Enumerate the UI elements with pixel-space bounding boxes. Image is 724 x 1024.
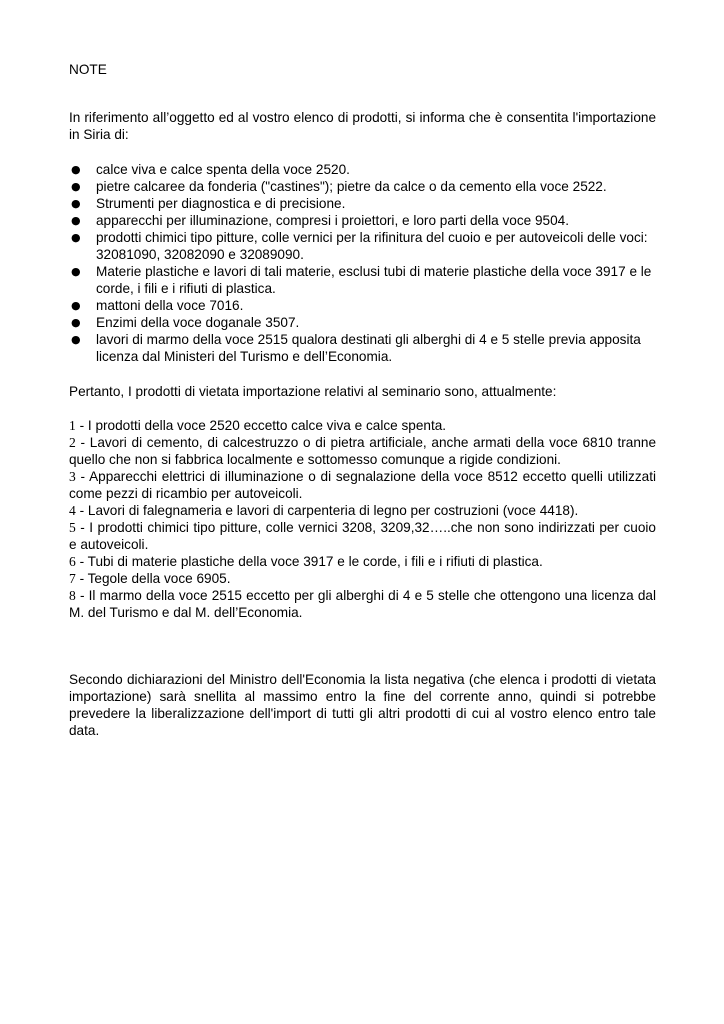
bullet-icon: ● xyxy=(71,299,81,312)
item-text: Lavori di falegnameria e lavori di carpenteria di legno per costruzioni (voce 4418). xyxy=(87,503,579,518)
item-number: 8 xyxy=(69,588,76,603)
list-item: ● calce viva e calce spenta della voce 2520. xyxy=(71,162,350,177)
bullet-icon: ● xyxy=(71,333,81,346)
item-number: 7 xyxy=(69,571,76,586)
document-page xyxy=(69,61,656,739)
item-text: Tegole della voce 6905. xyxy=(87,571,231,586)
bullet-icon: ● xyxy=(71,231,81,244)
list-item: 3 - Apparecchi elettrici di illuminazione o di segnalazione della voce 8512 eccetto quelli utilizzati come pezzi di ricambio per autoveicoli. xyxy=(69,469,656,501)
bullet-icon: ● xyxy=(71,214,81,227)
list-item: ● mattoni della voce 7016. xyxy=(71,298,244,313)
bullet-icon: ● xyxy=(71,316,81,329)
item-text: Il marmo della voce 2515 eccetto per gli alberghi di 4 e 5 stelle che ottengono una licenza dal M. del Turismo e dal M. dell’Economia. xyxy=(69,588,656,620)
list-item: 6 - Tubi di materie plastiche della voce 3917 e le corde, i fili e i rifiuti di plastica. xyxy=(69,554,543,569)
list-item: ● pietre calcaree da fonderia ("castines"); pietre da calce o da cemento ella voce 2522. xyxy=(71,179,607,194)
item-number: 4 xyxy=(69,503,76,518)
list-item: 1 - I prodotti della voce 2520 eccetto calce viva e calce spenta. xyxy=(69,418,447,433)
list-item: ● apparecchi per illuminazione, compresi i proiettori, e loro parti della voce 9504. xyxy=(71,213,570,228)
item-number: 5 xyxy=(69,520,76,535)
bullet-icon: ● xyxy=(71,265,81,278)
closing-paragraph: Secondo dichiarazioni del Ministro dell'Economia la lista negativa (che elenca i prodotti di vietata importazione) sarà snellita al massimo entro la fine del corrente anno, quindi si potrebbe prevedere la liberalizzazione dell'import di tutti gli altri prodotti di cui al vostro elenco entro tale data. xyxy=(69,672,656,738)
item-text: Lavori di cemento, di calcestruzzo o di pietra artificiale, anche armati della voce 6810 tranne quello che non si fabbrica localmente e sottomesso comunque a rigide condizioni. xyxy=(69,435,656,467)
item-number: 6 xyxy=(69,554,76,569)
item-text: I prodotti chimici tipo pitture, colle vernici 3208, 3209,32…..che non sono indirizzati per cuoio e autoveicoli. xyxy=(69,520,656,552)
item-text: Apparecchi elettrici di illuminazione o di segnalazione della voce 8512 eccetto quelli utilizzati come pezzi di ricambio per autoveicoli. xyxy=(69,469,656,501)
list-item: ● Enzimi della voce doganale 3507. xyxy=(71,315,300,330)
prohibited-items-list xyxy=(69,417,656,621)
list-item: 4 - Lavori di falegnameria e lavori di carpenteria di legno per costruzioni (voce 4418). xyxy=(69,503,579,518)
item-number: 1 xyxy=(69,418,76,433)
list-item: 2 - Lavori di cemento, di calcestruzzo o di pietra artificiale, anche armati della voce 6810 tranne quello che non si fabbrica localmente e sottomesso comunque a rigide condizioni. xyxy=(69,435,656,467)
list-item: 5 - I prodotti chimici tipo pitture, colle vernici 3208, 3209,32…..che non sono indirizzati per cuoio e autoveicoli. xyxy=(69,520,656,552)
list-item: ● Strumenti per diagnostica e di precisione. xyxy=(71,196,346,211)
list-item: ● lavori di marmo della voce 2515 qualora destinati gli alberghi di 4 e 5 stelle previa apposita licenza dal Ministeri del Turismo e dell’Economia. xyxy=(71,332,641,364)
item-text: Tubi di materie plastiche della voce 3917 e le corde, i fili e i rifiuti di plastica. xyxy=(87,554,543,569)
note-heading: NOTE xyxy=(69,62,107,77)
list-item: 7 - Tegole della voce 6905. xyxy=(69,571,231,586)
allowed-items-list xyxy=(69,161,656,365)
bullet-icon: ● xyxy=(71,197,81,210)
bullet-icon: ● xyxy=(71,180,81,193)
bullet-icon: ● xyxy=(71,163,81,176)
pertanto-paragraph: Pertanto, I prodotti di vietata importazione relativi al seminario sono, attualmente: xyxy=(69,384,557,399)
item-number: 3 xyxy=(69,469,76,484)
item-number: 2 xyxy=(69,435,76,450)
list-item: ● Materie plastiche e lavori di tali materie, esclusi tubi di materie plastiche della voce 3917 e le corde, i fili e i rifiuti di plastica. xyxy=(71,264,652,296)
list-item: 8 - Il marmo della voce 2515 eccetto per gli alberghi di 4 e 5 stelle che ottengono una licenza dal M. del Turismo e dal M. dell’Economia. xyxy=(69,588,656,620)
intro-paragraph: In riferimento all’oggetto ed al vostro elenco di prodotti, si informa che è consentita l'importazione in Siria di: xyxy=(69,110,656,142)
item-text: I prodotti della voce 2520 eccetto calce viva e calce spenta. xyxy=(87,418,447,433)
list-item: ● prodotti chimici tipo pitture, colle vernici per la rifinitura del cuoio e per autoveicoli delle voci: 32081090, 32082090 e 32089090. xyxy=(71,230,648,262)
